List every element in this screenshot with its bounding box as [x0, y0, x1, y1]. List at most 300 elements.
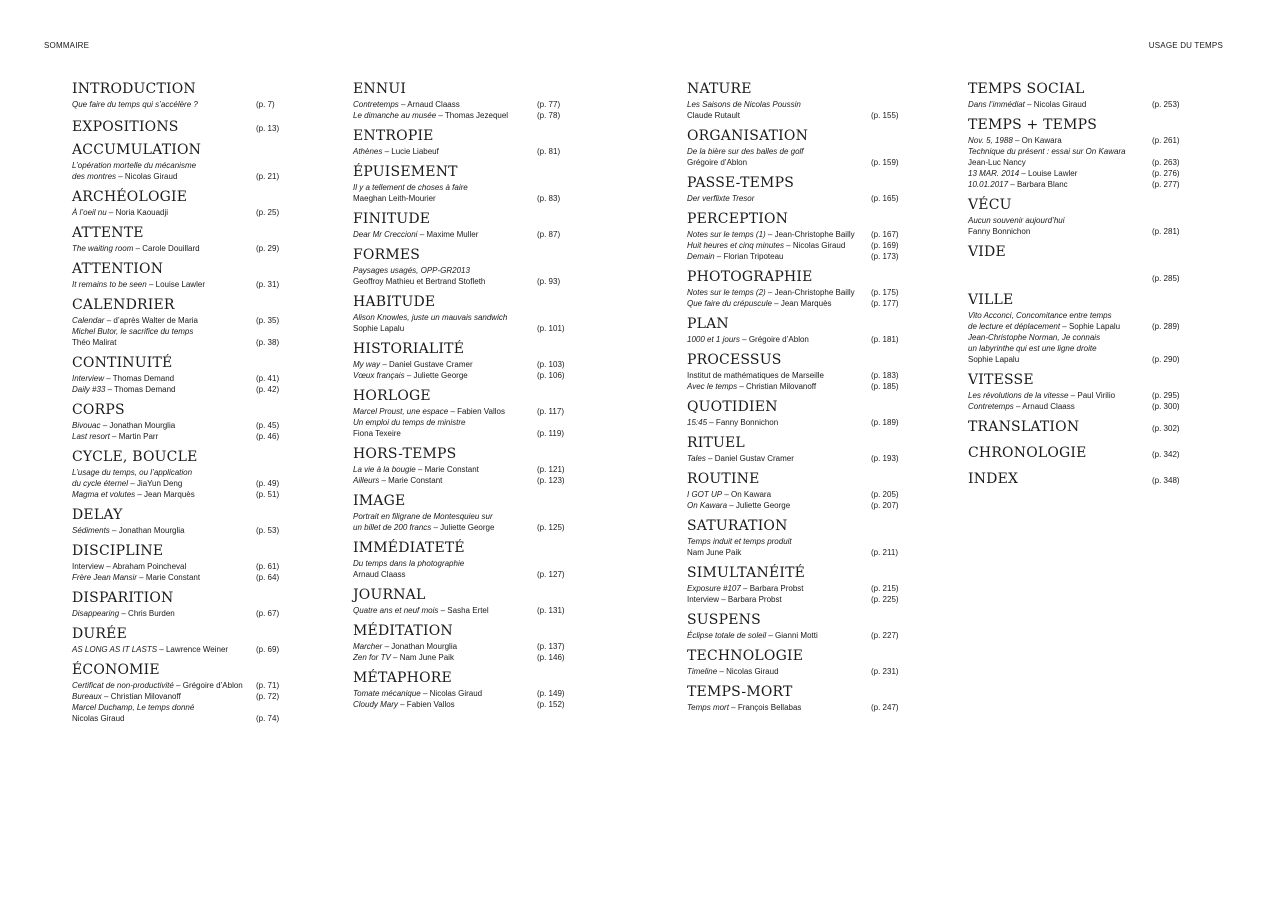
- entry-line: [72, 467, 296, 478]
- toc-section: [353, 293, 577, 334]
- entry-line: [968, 262, 1192, 273]
- toc-section: [687, 683, 911, 713]
- section-title[interactable]: HISTORIALITÉ: [353, 341, 465, 357]
- author-name: – Jonathan Mourglia: [109, 526, 185, 535]
- author-name: – Daniel Gustav Cramer: [705, 454, 794, 463]
- toc-entry[interactable]: [72, 326, 296, 348]
- toc-section: [353, 210, 577, 240]
- author-name: – Lawrence Weiner: [157, 645, 229, 654]
- toc-section: [353, 340, 577, 381]
- section-title[interactable]: TEMPS-MORT: [687, 684, 793, 700]
- toc-entry[interactable]: [353, 99, 577, 110]
- toc-section: [968, 196, 1192, 237]
- work-title: 1000 et 1 jours: [687, 335, 740, 344]
- entry-line: [687, 146, 911, 157]
- page-number: (p. 253): [1152, 100, 1180, 109]
- page-number: (p. 227): [871, 631, 899, 640]
- section-title[interactable]: IMAGE: [353, 493, 406, 509]
- toc-entry[interactable]: [687, 287, 911, 298]
- section-title[interactable]: PERCEPTION: [687, 211, 789, 227]
- entry-line: [687, 536, 911, 547]
- page-number: (p. 123): [537, 476, 565, 485]
- page-number: (p. 175): [871, 288, 899, 297]
- toc-section: [687, 434, 911, 464]
- page-number: (p. 261): [1152, 136, 1180, 145]
- entry-line: [353, 265, 577, 276]
- work-title: Marcel Duchamp, Le temps donné: [72, 703, 195, 712]
- author-name: – Fanny Bonnichon: [707, 418, 779, 427]
- toc-section: [968, 243, 1192, 284]
- toc-section: [72, 188, 296, 218]
- work-title: I GOT UP: [687, 490, 723, 499]
- page-number: (p. 183): [871, 371, 899, 380]
- toc-section: [687, 517, 911, 558]
- work-title: Portrait en filigrane de Montesquieu sur: [353, 512, 493, 521]
- page-number: (p. 93): [537, 277, 561, 286]
- toc-entry[interactable]: [72, 644, 296, 655]
- toc-entry[interactable]: [72, 680, 296, 691]
- toc-entry[interactable]: [968, 168, 1192, 179]
- toc-entry[interactable]: [72, 489, 296, 500]
- toc-entry[interactable]: [72, 420, 296, 431]
- section-title[interactable]: PROCESSUS: [687, 352, 782, 368]
- toc-entry[interactable]: [687, 594, 911, 605]
- entry-line: [968, 146, 1192, 157]
- author-name: – Barbara Blanc: [1008, 180, 1068, 189]
- section-title[interactable]: NATURE: [687, 81, 752, 97]
- author-name: Claude Rutault: [687, 111, 740, 120]
- author-name: – Daniel Gustave Cramer: [380, 360, 473, 369]
- toc-entry[interactable]: [72, 691, 296, 702]
- page-number: (p. 117): [537, 407, 564, 416]
- toc-section: [353, 127, 577, 157]
- page-number: (p. 61): [256, 562, 280, 571]
- author-name: – Thomas Demand: [105, 385, 176, 394]
- page-number: (p. 211): [871, 548, 898, 557]
- work-title: Alison Knowles, juste un mauvais sandwich: [353, 313, 508, 322]
- toc-entry[interactable]: [72, 243, 296, 254]
- work-title: Contretemps: [968, 402, 1014, 411]
- work-title: Bivouac: [72, 421, 101, 430]
- author-name: Fanny Bonnichon: [968, 227, 1031, 236]
- toc-section: [72, 260, 296, 290]
- page-number: (p. 167): [871, 230, 899, 239]
- section-title[interactable]: PASSE-TEMPS: [687, 175, 794, 191]
- section-title[interactable]: EXPOSITIONS: [72, 119, 179, 135]
- author-name: – Juliette George: [727, 501, 791, 510]
- section-title[interactable]: ÉCONOMIE: [72, 662, 160, 678]
- toc-entry[interactable]: [968, 99, 1192, 110]
- author-name: Institut de mathématiques de Marseille: [687, 371, 824, 380]
- toc-entry[interactable]: [687, 229, 911, 240]
- section-title[interactable]: MÉTAPHORE: [353, 670, 452, 686]
- toc-entry[interactable]: [353, 182, 577, 204]
- page-number: (p. 53): [256, 526, 280, 535]
- section-title[interactable]: JOURNAL: [353, 587, 426, 603]
- work-title: Temps induit et temps produit: [687, 537, 792, 546]
- page-number: (p. 215): [871, 584, 899, 593]
- section-title[interactable]: IMMÉDIATETÉ: [353, 540, 465, 556]
- running-header-left: SOMMAIRE: [44, 41, 90, 50]
- page-number: (p. 119): [537, 429, 564, 438]
- page-number: (p. 31): [256, 280, 280, 289]
- toc-entry[interactable]: [687, 500, 911, 511]
- toc-entry[interactable]: [687, 666, 911, 677]
- section-title[interactable]: TEMPS SOCIAL: [968, 81, 1085, 97]
- section-title[interactable]: VITESSE: [968, 372, 1034, 388]
- section-title[interactable]: CALENDRIER: [72, 297, 175, 313]
- toc-section: [72, 661, 296, 724]
- page-number: (p. 247): [871, 703, 899, 712]
- toc-entry[interactable]: [353, 641, 577, 652]
- section-title[interactable]: ENTROPIE: [353, 128, 434, 144]
- toc-entry[interactable]: [687, 334, 911, 345]
- work-title: Notes sur le temps (2): [687, 288, 766, 297]
- toc-section: [72, 625, 296, 655]
- page-number: (p. 285): [1152, 274, 1180, 283]
- page-number: (p. 121): [537, 465, 565, 474]
- work-title: Vito Acconci, Concomitance entre temps: [968, 311, 1112, 320]
- work-title: Technique du présent : essai sur On Kawara: [968, 147, 1126, 156]
- toc-section: [72, 401, 296, 442]
- author-name: Arnaud Claass: [353, 570, 406, 579]
- entry-line: [72, 702, 296, 713]
- author-name: Interview – Barbara Probst: [687, 595, 782, 604]
- toc-section: [353, 586, 577, 616]
- toc-entry[interactable]: [72, 572, 296, 583]
- toc-entry[interactable]: [72, 525, 296, 536]
- toc-entry[interactable]: [353, 511, 577, 533]
- toc-entry[interactable]: [968, 262, 1192, 284]
- author-name: – Jean Marquès: [135, 490, 195, 499]
- section-title[interactable]: HABITUDE: [353, 294, 436, 310]
- entry-line: [353, 511, 577, 522]
- toc-entry[interactable]: [353, 229, 577, 240]
- toc-entry[interactable]: [72, 431, 296, 442]
- toc-entry[interactable]: [968, 146, 1192, 168]
- page-number: (p. 87): [537, 230, 561, 239]
- toc-entry[interactable]: [72, 467, 296, 489]
- toc-entry[interactable]: [687, 193, 911, 204]
- section-title[interactable]: CONTINUITÉ: [72, 355, 173, 371]
- toc-entry[interactable]: [72, 702, 296, 724]
- author-name: – Noria Kaouadji: [106, 208, 169, 217]
- section-title[interactable]: PLAN: [687, 316, 729, 332]
- toc-entry[interactable]: [353, 146, 577, 157]
- toc-entry[interactable]: [968, 401, 1192, 412]
- section-title[interactable]: DISPARITION: [72, 590, 174, 606]
- entry-line: [968, 215, 1192, 226]
- author-name: – Nicolas Giraud: [1024, 100, 1087, 109]
- toc-entry[interactable]: [687, 251, 911, 262]
- toc-section: [72, 354, 296, 395]
- section-title[interactable]: ARCHÉOLOGIE: [72, 189, 188, 205]
- work-title: de lecture et déplacement: [968, 322, 1061, 331]
- section-title[interactable]: INTRODUCTION: [72, 81, 196, 97]
- toc-section: [687, 174, 911, 204]
- toc-entry[interactable]: [353, 406, 577, 417]
- toc-section: [687, 647, 911, 677]
- toc-section: [687, 127, 911, 168]
- work-title: Huit heures et cinq minutes: [687, 241, 784, 250]
- toc-entry[interactable]: [687, 702, 911, 713]
- toc-entry[interactable]: [968, 332, 1192, 365]
- toc-entry[interactable]: [353, 605, 577, 616]
- toc-entry[interactable]: [72, 561, 296, 572]
- section-title[interactable]: ACCUMULATION: [72, 142, 202, 158]
- section-title[interactable]: HORLOGE: [353, 388, 431, 404]
- section-title[interactable]: INDEX: [968, 471, 1019, 487]
- work-title: 13 MAR. 2014: [968, 169, 1020, 178]
- page-number: (p. 72): [256, 692, 280, 701]
- toc-entry[interactable]: [72, 207, 296, 218]
- author-name: – JiaYun Deng: [128, 479, 183, 488]
- page-number: (p. 185): [871, 382, 899, 391]
- work-title: Last resort: [72, 432, 110, 441]
- page-number: (p. 127): [537, 570, 565, 579]
- toc-section: [968, 116, 1192, 190]
- work-title: Les révolutions de la vitesse: [968, 391, 1069, 400]
- toc-section: [687, 268, 911, 309]
- section-title[interactable]: DELAY: [72, 507, 123, 523]
- section-title[interactable]: VÉCU: [968, 197, 1012, 213]
- section-title[interactable]: TEMPS + TEMPS: [968, 117, 1098, 133]
- author-name: Sophie Lapalu: [968, 355, 1020, 364]
- toc-section: [72, 296, 296, 348]
- work-title: L’opération mortelle du mécanisme: [72, 161, 197, 170]
- section-title[interactable]: ORGANISATION: [687, 128, 809, 144]
- work-title: Tomate mécanique: [353, 689, 421, 698]
- author-name: – Arnaud Claass: [398, 100, 460, 109]
- page-number: (p. 149): [537, 689, 565, 698]
- work-title: Il y a tellement de choses à faire: [353, 183, 468, 192]
- toc-entry[interactable]: [353, 699, 577, 710]
- section-title[interactable]: DURÉE: [72, 626, 128, 642]
- page-number: (p. 51): [256, 490, 280, 499]
- work-title: Le dimanche au musée: [353, 111, 437, 120]
- toc-entry[interactable]: [353, 265, 577, 287]
- toc-entry[interactable]: [72, 99, 296, 110]
- section-title[interactable]: PHOTOGRAPHIE: [687, 269, 813, 285]
- author-name: – Barbara Probst: [740, 584, 804, 593]
- page-number: (p. 177): [871, 299, 899, 308]
- page-number: (p. 169): [871, 241, 899, 250]
- work-title: Sédiments: [72, 526, 110, 535]
- toc-entry[interactable]: [72, 384, 296, 395]
- toc-entry[interactable]: [687, 630, 911, 641]
- entry-line: [353, 417, 577, 428]
- page-number: (p. 45): [256, 421, 280, 430]
- page-number[interactable]: (p. 302): [1152, 424, 1180, 433]
- page-number: (p. 300): [1152, 402, 1180, 411]
- toc-section: [687, 611, 911, 641]
- page-number: (p. 181): [871, 335, 899, 344]
- section-title[interactable]: CYCLE, BOUCLE: [72, 449, 198, 465]
- toc-section: [687, 315, 911, 345]
- toc-entry[interactable]: [687, 583, 911, 594]
- work-title: The waiting room: [72, 244, 134, 253]
- work-title: Marcher: [353, 642, 383, 651]
- section-title[interactable]: SUSPENS: [687, 612, 761, 628]
- page-number[interactable]: (p. 348): [1152, 476, 1180, 485]
- toc-entry[interactable]: [687, 240, 911, 251]
- author-name: – Maxime Muller: [417, 230, 479, 239]
- toc-entry[interactable]: [968, 310, 1192, 332]
- toc-entry[interactable]: [968, 215, 1192, 237]
- work-title: Éclipse totale de soleil: [687, 631, 767, 640]
- author-name: – François Bellabas: [728, 703, 802, 712]
- work-title: Paysages usagés, OPP-GR2013: [353, 266, 470, 275]
- page-number: (p. 35): [256, 316, 280, 325]
- work-title: Ailleurs: [353, 476, 380, 485]
- section-title[interactable]: ÉPUISEMENT: [353, 164, 458, 180]
- page-number: (p. 29): [256, 244, 280, 253]
- toc-entry[interactable]: [72, 279, 296, 290]
- author-name: – On Kawara: [722, 490, 772, 499]
- toc-entry[interactable]: [353, 312, 577, 334]
- page-number: (p. 231): [871, 667, 899, 676]
- page-number: (p. 277): [1152, 180, 1180, 189]
- work-title: Notes sur le temps (1): [687, 230, 766, 239]
- work-title: Demain: [687, 252, 715, 261]
- section-title[interactable]: SIMULTANÉITÉ: [687, 565, 806, 581]
- author-name: – Thomas Demand: [104, 374, 175, 383]
- toc-entry[interactable]: [687, 298, 911, 309]
- page-number: (p. 103): [537, 360, 565, 369]
- section-title[interactable]: RITUEL: [687, 435, 745, 451]
- toc-entry[interactable]: [353, 359, 577, 370]
- toc-section: [968, 418, 1192, 436]
- page-number: (p. 131): [537, 606, 565, 615]
- toc-section: [72, 80, 296, 110]
- toc-entry[interactable]: [72, 160, 296, 182]
- page-number: (p. 74): [256, 714, 280, 723]
- toc-entry[interactable]: [353, 110, 577, 121]
- author-name: – Juliette George: [404, 371, 468, 380]
- toc-section: [353, 163, 577, 204]
- section-title[interactable]: ATTENTE: [72, 225, 144, 241]
- author-name: – Christian Milovanoff: [737, 382, 817, 391]
- work-title: Michel Butor, le sacrifice du temps: [72, 327, 194, 336]
- toc-section: [353, 80, 577, 121]
- author-name: – Juliette George: [431, 523, 495, 532]
- section-title[interactable]: FINITUDE: [353, 211, 431, 227]
- author-name: – Florian Tripoteau: [714, 252, 784, 261]
- toc-entry[interactable]: [353, 652, 577, 663]
- page-number: (p. 81): [537, 147, 561, 156]
- author-name: – Louise Lawler: [1019, 169, 1078, 178]
- section-title[interactable]: TRANSLATION: [968, 419, 1080, 435]
- section-title[interactable]: ENNUI: [353, 81, 407, 97]
- toc-entry[interactable]: [353, 558, 577, 580]
- work-title: Certificat de non-productivité: [72, 681, 174, 690]
- author-name: Sophie Lapalu: [353, 324, 405, 333]
- work-title: Quatre ans et neuf mois: [353, 606, 439, 615]
- page-number: (p. 207): [871, 501, 899, 510]
- work-title: Calendar: [72, 316, 105, 325]
- entry-line: [72, 160, 296, 171]
- author-name: – Nicolas Giraud: [783, 241, 846, 250]
- page-number: (p. 146): [537, 653, 565, 662]
- toc-section: [72, 141, 296, 182]
- toc-entry[interactable]: [72, 373, 296, 384]
- toc-entry[interactable]: [968, 179, 1192, 190]
- toc-entry[interactable]: [687, 370, 911, 381]
- toc-entry[interactable]: [353, 464, 577, 475]
- entry-line: [353, 558, 577, 569]
- page-number: (p. 49): [256, 479, 280, 488]
- page-number: (p. 263): [1152, 158, 1180, 167]
- author-name: – Jonathan Mourglia: [382, 642, 458, 651]
- toc-section: [968, 470, 1192, 488]
- page-number: (p. 101): [537, 324, 565, 333]
- page-number: (p. 77): [537, 100, 561, 109]
- work-title: 10.01.2017: [968, 180, 1009, 189]
- toc-entry[interactable]: [72, 608, 296, 619]
- page-number: (p. 46): [256, 432, 280, 441]
- toc-section: [353, 246, 577, 287]
- section-title[interactable]: QUOTIDIEN: [687, 399, 778, 415]
- work-title: Cloudy Mary: [353, 700, 398, 709]
- work-title: On Kawara: [687, 501, 728, 510]
- section-title[interactable]: FORMES: [353, 247, 421, 263]
- toc-entry[interactable]: [687, 417, 911, 428]
- section-title[interactable]: DISCIPLINE: [72, 543, 164, 559]
- toc-entry[interactable]: [687, 381, 911, 392]
- section-title[interactable]: TECHNOLOGIE: [687, 648, 804, 664]
- work-title: des montres: [72, 172, 117, 181]
- toc-entry[interactable]: [353, 688, 577, 699]
- page-number[interactable]: (p. 342): [1152, 450, 1180, 459]
- toc-entry[interactable]: [687, 453, 911, 464]
- page-number[interactable]: (p. 13): [256, 124, 280, 133]
- work-title: Interview: [72, 374, 105, 383]
- toc-entry[interactable]: [353, 475, 577, 486]
- section-title[interactable]: ROUTINE: [687, 471, 760, 487]
- author-name: – Gianni Motti: [766, 631, 818, 640]
- section-title[interactable]: VILLE: [968, 292, 1014, 308]
- author-name: – Marie Constant: [415, 465, 479, 474]
- work-title: Contretemps: [353, 100, 399, 109]
- section-title[interactable]: SATURATION: [687, 518, 788, 534]
- section-title[interactable]: CORPS: [72, 402, 125, 418]
- page-number: (p. 42): [256, 385, 280, 394]
- toc-entry[interactable]: [968, 135, 1192, 146]
- toc-section: [72, 118, 296, 136]
- page-number: (p. 25): [256, 208, 280, 217]
- toc-entry[interactable]: [687, 146, 911, 168]
- toc-entry[interactable]: [72, 315, 296, 326]
- work-title: Avec le temps: [687, 382, 738, 391]
- toc-entry[interactable]: [353, 417, 577, 439]
- section-title[interactable]: ATTENTION: [72, 261, 164, 277]
- section-title[interactable]: VIDE: [968, 244, 1006, 260]
- toc-entry[interactable]: [687, 99, 911, 121]
- toc-entry[interactable]: [353, 370, 577, 381]
- toc-entry[interactable]: [968, 390, 1192, 401]
- work-title: My way: [353, 360, 381, 369]
- author-name: – Marie Constant: [379, 476, 443, 485]
- work-title: du cycle éternel: [72, 479, 129, 488]
- work-title: Que faire du temps qui s’accélère ?: [72, 100, 198, 109]
- section-title[interactable]: HORS-TEMPS: [353, 446, 457, 462]
- section-title[interactable]: MÉDITATION: [353, 623, 453, 639]
- toc-entry[interactable]: [687, 489, 911, 500]
- section-title[interactable]: CHRONOLOGIE: [968, 445, 1087, 461]
- toc-entry[interactable]: [687, 536, 911, 558]
- entry-line: [687, 99, 911, 110]
- page-number: (p. 295): [1152, 391, 1180, 400]
